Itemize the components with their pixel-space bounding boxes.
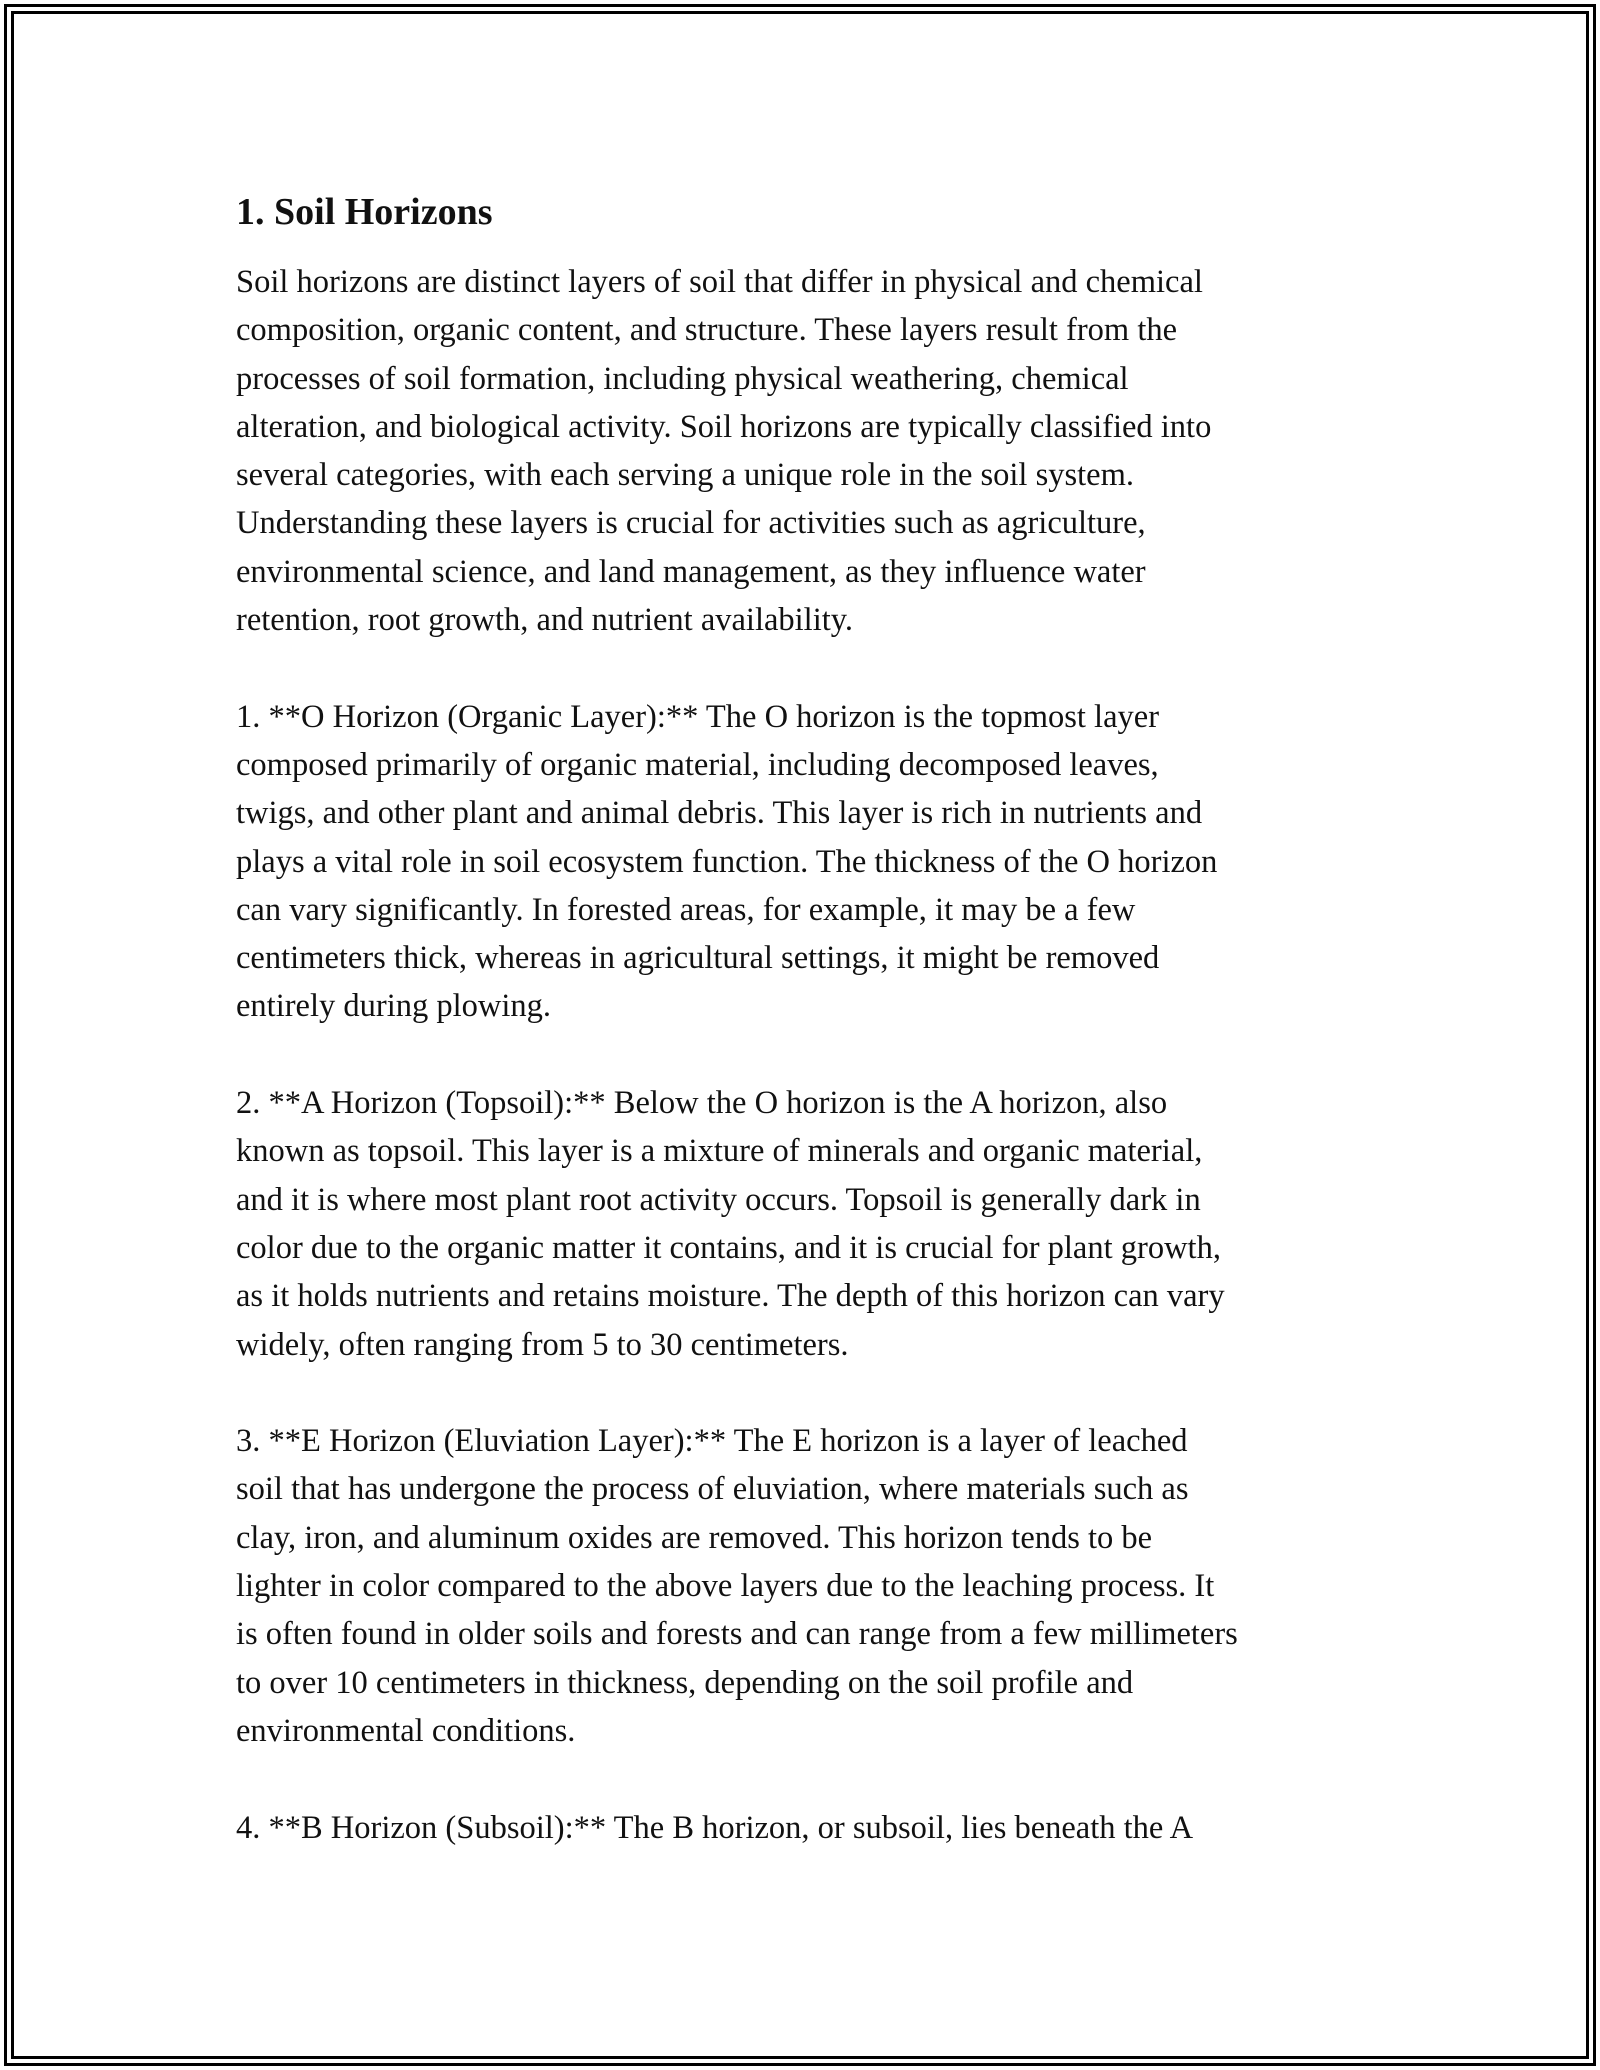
document-body [236, 186, 1376, 1900]
text-line: processes of soil formation, including physical weathering, chemical [236, 360, 1129, 397]
text-line: Soil horizons are distinct layers of soil that differ in physical and chemical [236, 264, 1203, 300]
o-horizon-paragraph [236, 693, 1376, 1031]
text-line: retention, root growth, and nutrient availability. [236, 602, 854, 639]
text-line: alteration, and biological activity. Soil horizons are typically classified into [236, 408, 1212, 445]
text-line: composed primarily of organic material, including decomposed leaves, [236, 746, 1159, 783]
text-line: plays a vital role in soil ecosystem function. The thickness of the O horizon [236, 843, 1218, 880]
text-line: can vary significantly. In forested areas, for example, it may be a few [236, 891, 1136, 928]
text-line: to over 10 centimeters in thickness, depending on the soil profile and [236, 1664, 1134, 1701]
a-horizon-paragraph [236, 1079, 1376, 1369]
text-line: 4. **B Horizon (Subsoil):** The B horizon, or subsoil, lies beneath the A [236, 1809, 1194, 1846]
text-line: known as topsoil. This layer is a mixture of minerals and organic material, [236, 1133, 1203, 1170]
text-line: several categories, with each serving a unique role in the soil system. [236, 457, 1134, 494]
text-line: composition, organic content, and structure. These layers result from the [236, 312, 1178, 349]
text-line: and it is where most plant root activity occurs. Topsoil is generally dark in [236, 1181, 1201, 1218]
text-line: centimeters thick, whereas in agricultural settings, it might be removed [236, 940, 1160, 977]
text-line: environmental science, and land management, as they influence water [236, 553, 1146, 590]
text-line: 1. **O Horizon (Organic Layer):** The O horizon is the topmost layer [236, 698, 1160, 735]
text-line: 3. **E Horizon (Eluviation Layer):** The E horizon is a layer of leached [236, 1423, 1188, 1460]
text-line: as it holds nutrients and retains moisture. The depth of this horizon can vary [236, 1278, 1225, 1315]
text-line: entirely during plowing. [236, 988, 552, 1025]
text-line: twigs, and other plant and animal debris. This layer is rich in nutrients and [236, 795, 1203, 832]
section-heading: 1. Soil Horizons [236, 191, 493, 233]
text-line: widely, often ranging from 5 to 30 centimeters. [236, 1326, 849, 1363]
text-line: clay, iron, and aluminum oxides are removed. This horizon tends to be [236, 1519, 1153, 1556]
intro-paragraph [236, 258, 1376, 644]
paragraph-list [236, 258, 1376, 1852]
text-line: is often found in older soils and forests and can range from a few millimeters [236, 1616, 1238, 1653]
text-line: Understanding these layers is crucial for activities such as agriculture, [236, 505, 1146, 542]
b-horizon-paragraph [236, 1804, 1376, 1852]
text-line: color due to the organic matter it contains, and it is crucial for plant growth, [236, 1229, 1221, 1266]
text-line: soil that has undergone the process of eluviation, where materials such as [236, 1471, 1189, 1508]
text-line: lighter in color compared to the above layers due to the leaching process. It [236, 1568, 1215, 1605]
e-horizon-paragraph [236, 1417, 1376, 1755]
text-line: 2. **A Horizon (Topsoil):** Below the O horizon is the A horizon, also [236, 1085, 1168, 1122]
text-line: environmental conditions. [236, 1712, 576, 1749]
